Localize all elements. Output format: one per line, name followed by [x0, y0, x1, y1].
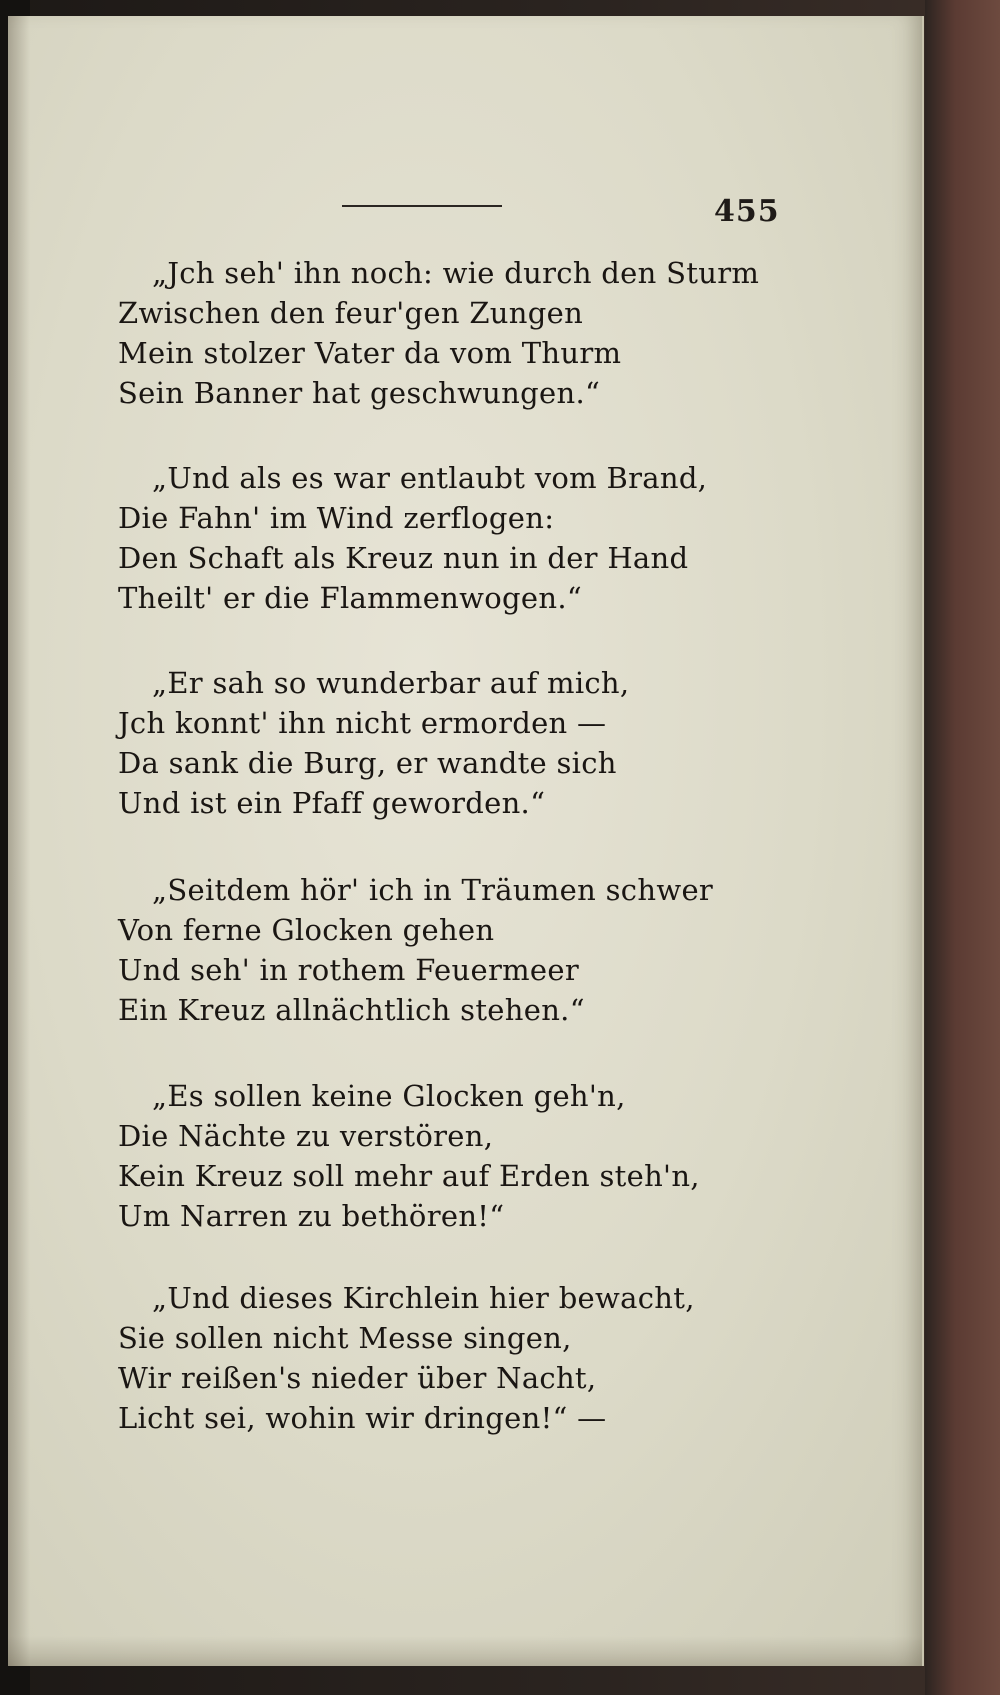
verse-line: Kein Kreuz soll mehr auf Erden steh'n,: [118, 1159, 700, 1193]
verse-line: Und seh' in rothem Feuermeer: [118, 953, 580, 987]
verse-line: Ein Kreuz allnächtlich stehen.“: [118, 993, 585, 1027]
verse-line: Zwischen den feur'gen Zungen: [118, 296, 584, 330]
verse-line: Mein stolzer Vater da vom Thurm: [118, 336, 622, 370]
verse-line: Den Schaft als Kreuz nun in der Hand: [118, 541, 689, 575]
verse-line: Von ferne Glocken gehen: [118, 913, 495, 947]
verse-line: Theilt' er die Flammenwogen.“: [118, 581, 582, 615]
verse-line: „Seitdem hör' ich in Träumen schwer: [152, 873, 714, 907]
stanza-1: [118, 253, 758, 413]
stanza-6: [118, 1278, 758, 1438]
header-rule: [342, 205, 502, 207]
verse-line: Die Fahn' im Wind zerflogen:: [118, 501, 555, 535]
stanza-4: [118, 870, 758, 1030]
page-bottom-shadow: [8, 1636, 922, 1666]
verse-line: Und ist ein Pfaff geworden.“: [118, 786, 546, 820]
stanza-5: [118, 1076, 758, 1236]
verse-line: Die Nächte zu verstören,: [118, 1119, 494, 1153]
verse-line: Licht sei, wohin wir dringen!“ —: [118, 1401, 607, 1435]
verse-line: „Und dieses Kirchlein hier bewacht,: [152, 1281, 695, 1315]
stanza-2: [118, 458, 758, 618]
gutter-shadow: [8, 16, 30, 1666]
verse-line: „Und als es war entlaubt vom Brand,: [152, 461, 708, 495]
verse-line: Da sank die Burg, er wandte sich: [118, 746, 617, 780]
verse-line: „Er sah so wunderbar auf mich,: [152, 666, 630, 700]
verse-line: Sein Banner hat geschwungen.“: [118, 376, 601, 410]
book-cover-right: [925, 0, 1000, 1695]
verse-line: Wir reißen's nieder über Nacht,: [118, 1361, 597, 1395]
stanza-3: [118, 663, 758, 823]
verse-line: „Jch seh' ihn noch: wie durch den Sturm: [152, 256, 760, 290]
verse-line: Sie sollen nicht Messe singen,: [118, 1321, 572, 1355]
verse-line: Jch konnt' ihn nicht ermorden —: [118, 706, 607, 740]
verse-line: „Es sollen keine Glocken geh'n,: [152, 1079, 626, 1113]
page-number: 455: [714, 194, 780, 229]
verse-line: Um Narren zu bethören!“: [118, 1199, 505, 1233]
book-page: [8, 16, 922, 1666]
